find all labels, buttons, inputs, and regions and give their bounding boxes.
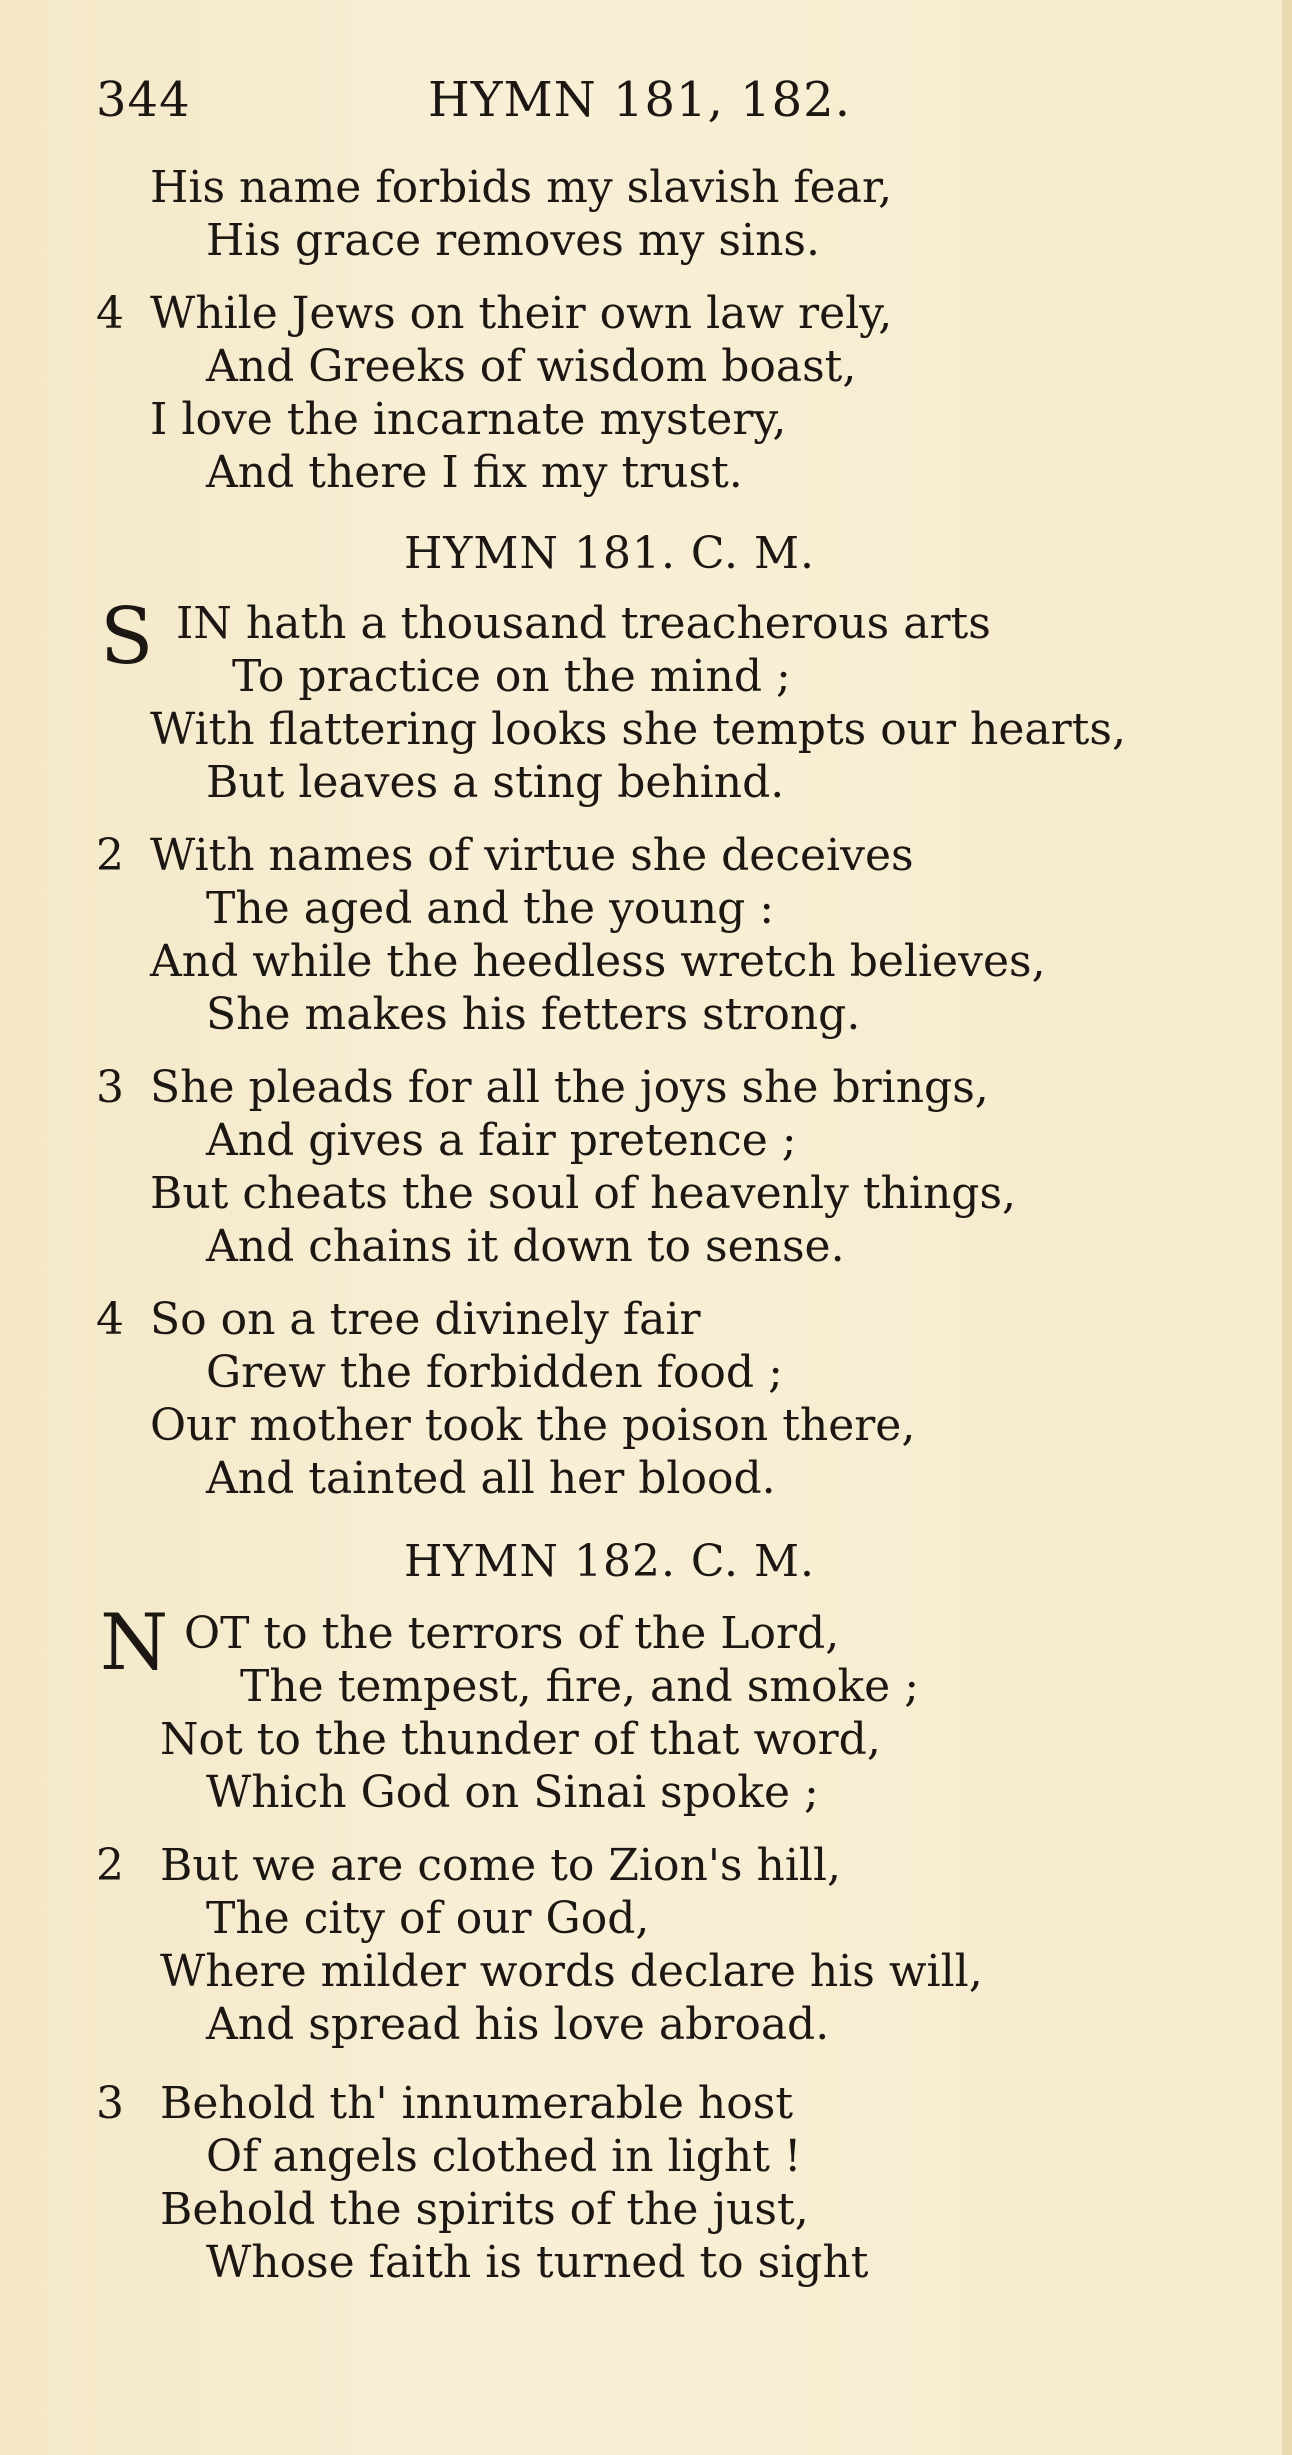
verse-line: Not to the thunder of that word,	[160, 1714, 881, 1765]
verse-line: Of angels clothed in light !	[206, 2131, 802, 2182]
page-edge	[1282, 0, 1292, 2455]
running-title: HYMN 181, 182.	[428, 72, 851, 128]
verse-line: And Greeks of wisdom boast,	[206, 341, 857, 392]
verse-line: OT to the terrors of the Lord,	[184, 1608, 840, 1659]
verse-line: IN hath a thousand treacherous arts	[176, 598, 991, 649]
verse-line: Behold the spirits of the just,	[160, 2184, 809, 2235]
verse-line: But cheats the soul of heavenly things,	[150, 1168, 1017, 1219]
verse-line: To practice on the mind ;	[232, 651, 791, 702]
verse-line: And spread his love abroad.	[206, 1999, 830, 2050]
verse-line: With names of virtue she deceives	[150, 830, 914, 881]
verse-line: And gives a fair pretence ;	[206, 1115, 797, 1166]
verse-number: 2	[96, 1840, 124, 1891]
page-number: 344	[96, 72, 191, 128]
verse-line: She pleads for all the joys she brings,	[150, 1062, 989, 1113]
verse-number: 3	[96, 1062, 124, 1113]
verse-number: 4	[96, 1294, 124, 1345]
verse-line: The aged and the young :	[206, 883, 775, 934]
verse-line: His grace removes my sins.	[206, 215, 820, 266]
drop-cap: N	[100, 1598, 169, 1688]
verse-number: 2	[96, 830, 124, 881]
verse-line: And while the heedless wretch believes,	[150, 936, 1046, 987]
verse-line: So on a tree divinely fair	[150, 1294, 701, 1345]
verse-line: Where milder words declare his will,	[160, 1946, 983, 1997]
hymn-title: HYMN 182. C. M.	[404, 1536, 816, 1587]
verse-line: Behold th' innumerable host	[160, 2078, 793, 2129]
verse-line: His name forbids my slavish fear,	[150, 162, 893, 213]
verse-line: The city of our God,	[206, 1893, 650, 1944]
verse-line: But leaves a sting behind.	[206, 757, 785, 808]
verse-number: 4	[96, 288, 124, 339]
verse-number: 3	[96, 2078, 124, 2129]
verse-line: Which God on Sinai spoke ;	[206, 1767, 819, 1818]
verse-line: And there I fix my trust.	[206, 447, 743, 498]
verse-line: And chains it down to sense.	[206, 1221, 845, 1272]
verse-line: While Jews on their own law rely,	[150, 288, 893, 339]
verse-line: But we are come to Zion's hill,	[160, 1840, 842, 1891]
verse-line: The tempest, fire, and smoke ;	[240, 1661, 920, 1712]
hymn-title: HYMN 181. C. M.	[404, 528, 816, 579]
verse-line: And tainted all her blood.	[206, 1453, 776, 1504]
drop-cap: S	[100, 592, 154, 682]
verse-line: With flattering looks she tempts our hearts,	[150, 704, 1126, 755]
verse-line: I love the incarnate mystery,	[150, 394, 787, 445]
verse-line: Our mother took the poison there,	[150, 1400, 916, 1451]
verse-line: She makes his fetters strong.	[206, 989, 861, 1040]
running-header	[96, 72, 1196, 142]
verse-line: Grew the forbidden food ;	[206, 1347, 783, 1398]
verse-line: Whose faith is turned to sight	[206, 2237, 869, 2288]
